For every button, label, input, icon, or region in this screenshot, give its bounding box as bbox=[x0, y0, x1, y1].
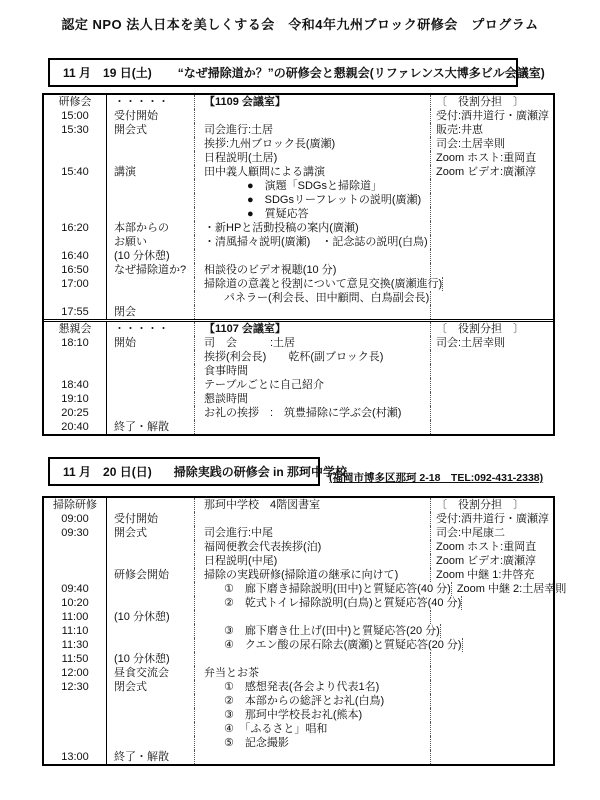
content-cell bbox=[195, 750, 431, 764]
schedule-row bbox=[44, 179, 553, 193]
label-cell: 閉会式 bbox=[107, 680, 195, 694]
label-cell: 開始 bbox=[107, 336, 195, 350]
label-cell bbox=[107, 207, 195, 221]
label-cell bbox=[107, 554, 195, 568]
role-cell bbox=[431, 263, 553, 277]
time-cell: 10:20 bbox=[44, 596, 107, 610]
content-cell: 司会進行:中尾 bbox=[195, 526, 431, 540]
content-cell: ② 本部からの総評とお礼(白鳥) bbox=[195, 694, 431, 708]
role-cell bbox=[462, 596, 584, 610]
content-cell: 日程説明(土居) bbox=[195, 151, 431, 165]
label-cell: 受付開始 bbox=[107, 109, 195, 123]
content-cell: ・清風掃々説明(廣瀬) ・記念誌の説明(白鳥) bbox=[195, 235, 431, 249]
time-cell: 掃除研修 bbox=[44, 498, 107, 512]
content-cell: ② 乾式トイレ掃除説明(白鳥)と質疑応答(40 分) bbox=[195, 596, 462, 610]
schedule-row bbox=[44, 235, 553, 249]
content-cell: 懇談時間 bbox=[195, 392, 431, 406]
time-cell bbox=[44, 568, 107, 582]
schedule-row bbox=[44, 137, 553, 151]
label-cell bbox=[107, 392, 195, 406]
label-cell bbox=[107, 277, 195, 291]
content-cell bbox=[195, 512, 431, 526]
content-cell: 相談役のビデオ視聴(10 分) bbox=[195, 263, 431, 277]
schedule-row bbox=[44, 378, 553, 392]
role-cell bbox=[431, 305, 553, 319]
time-cell bbox=[44, 193, 107, 207]
content-cell: パネラー(利会長、田中顧問、白鳥副会長) bbox=[195, 291, 431, 305]
role-cell bbox=[431, 722, 553, 736]
role-cell bbox=[431, 291, 553, 305]
role-cell bbox=[443, 277, 565, 291]
role-cell bbox=[431, 249, 553, 263]
schedule-row bbox=[44, 364, 553, 378]
role-cell: 司会:土居幸則 bbox=[436, 138, 506, 150]
time-cell bbox=[44, 364, 107, 378]
time-cell: 12:30 bbox=[44, 680, 107, 694]
time-cell bbox=[44, 736, 107, 750]
label-cell: お願い bbox=[107, 235, 195, 249]
role-cell: Zoom ビデオ:廣瀬淳 bbox=[436, 166, 537, 178]
label-cell: 終了・解散 bbox=[107, 420, 195, 434]
schedule-row bbox=[44, 291, 553, 305]
day2-header-box bbox=[48, 457, 348, 486]
content-cell: 田中義人顧問による講演 bbox=[195, 165, 431, 179]
schedule-row bbox=[44, 512, 553, 526]
time-cell: 研修会 bbox=[44, 95, 107, 109]
schedule-row bbox=[44, 165, 553, 179]
role-cell: Zoom 中継 2:土居幸則 bbox=[456, 583, 567, 595]
role-cell: 司会:中尾康二 bbox=[436, 527, 506, 539]
time-cell: 16:50 bbox=[44, 263, 107, 277]
role-cell bbox=[431, 750, 553, 764]
time-cell bbox=[44, 708, 107, 722]
role-cell bbox=[441, 624, 563, 638]
day2-header-row bbox=[48, 457, 600, 486]
content-cell: 福岡便教会代表挨拶(泊) bbox=[195, 540, 431, 554]
content-cell: ● 演題「SDGsと掃除道」 bbox=[195, 179, 431, 193]
label-cell bbox=[107, 638, 195, 652]
label-cell: 昼食交流会 bbox=[107, 666, 195, 680]
schedule-row bbox=[44, 610, 553, 624]
content-cell: テーブルごとに自己紹介 bbox=[195, 378, 431, 392]
role-cell: 受付:酒井道行・廣瀬淳 bbox=[436, 513, 550, 525]
content-cell: ① 感想発表(各会より代表1名) bbox=[195, 680, 431, 694]
content-cell: ⑤ 記念撮影 bbox=[195, 736, 431, 750]
content-cell: ③ 廊下磨き仕上げ(田中)と質疑応答(20 分) bbox=[195, 624, 441, 638]
content-cell: ④ 「ふるさと」唱和 bbox=[195, 722, 431, 736]
schedule-row bbox=[44, 736, 553, 750]
label-cell bbox=[107, 708, 195, 722]
role-cell bbox=[431, 378, 553, 392]
schedule-row bbox=[44, 350, 553, 364]
label-cell bbox=[107, 350, 195, 364]
document-title: 認定 NPO 法人日本を美しくする会 令和4年九州ブロック研修会 プログラム bbox=[61, 17, 539, 32]
label-cell: なぜ掃除道か? bbox=[107, 263, 195, 277]
schedule-row bbox=[44, 582, 567, 596]
time-cell bbox=[44, 137, 107, 151]
role-cell bbox=[431, 193, 553, 207]
schedule-row bbox=[44, 624, 553, 638]
role-cell bbox=[431, 736, 553, 750]
content-cell: ④ クエン酸の尿石除去(廣瀬)と質疑応答(20 分) bbox=[195, 638, 463, 652]
role-cell: 司会:土居幸則 bbox=[436, 337, 506, 349]
schedule-row bbox=[44, 638, 553, 652]
content-cell: ・新HPと活動投稿の案内(廣瀬) bbox=[195, 221, 431, 235]
schedule-row bbox=[44, 305, 553, 319]
schedule-row bbox=[44, 193, 553, 207]
role-cell bbox=[431, 179, 553, 193]
time-cell: 09:40 bbox=[44, 582, 107, 596]
content-cell: 日程説明(中尾) bbox=[195, 554, 431, 568]
content-cell: 挨拶:九州ブロック長(廣瀬) bbox=[195, 137, 431, 151]
time-cell: 15:30 bbox=[44, 123, 107, 137]
day1-event-title: “なぜ掃除道か？”の研修会と懇親会(リファレンス大博多ビル会議室) bbox=[177, 66, 545, 80]
time-cell bbox=[44, 540, 107, 554]
label-cell bbox=[107, 378, 195, 392]
label-cell bbox=[107, 694, 195, 708]
label-cell bbox=[107, 179, 195, 193]
role-cell bbox=[431, 221, 553, 235]
time-cell: 09:30 bbox=[44, 526, 107, 540]
schedule-row bbox=[44, 109, 553, 123]
label-cell bbox=[107, 722, 195, 736]
schedule-row bbox=[44, 207, 553, 221]
schedule-row bbox=[44, 392, 553, 406]
label-cell: (10 分休憩) bbox=[107, 249, 195, 263]
schedule-row bbox=[44, 263, 553, 277]
role-cell bbox=[431, 694, 553, 708]
content-cell bbox=[195, 420, 431, 434]
content-cell: 司 会 :土居 bbox=[195, 336, 431, 350]
label-cell: (10 分休憩) bbox=[107, 652, 195, 666]
role-cell bbox=[431, 207, 553, 221]
time-cell: 20:25 bbox=[44, 406, 107, 420]
role-cell: Zoom ビデオ:廣瀬淳 bbox=[436, 555, 537, 567]
role-cell: 受付:酒井道行・廣瀬淳 bbox=[436, 110, 550, 122]
label-cell bbox=[107, 364, 195, 378]
label-cell bbox=[107, 582, 195, 596]
time-cell: 20:40 bbox=[44, 420, 107, 434]
day2-date: 11 月 20 日(日) bbox=[63, 465, 152, 479]
schedule-row bbox=[44, 151, 553, 165]
role-cell bbox=[431, 364, 553, 378]
label-cell bbox=[107, 406, 195, 420]
time-cell bbox=[44, 207, 107, 221]
schedule-row bbox=[44, 336, 553, 350]
content-cell: 【1107 会議室】 bbox=[195, 322, 431, 336]
label-cell bbox=[107, 596, 195, 610]
schedule-row bbox=[44, 540, 553, 554]
time-cell: 17:55 bbox=[44, 305, 107, 319]
time-cell bbox=[44, 235, 107, 249]
content-cell: ① 廊下磨き掃除説明(田中)と質疑応答(40 分) bbox=[195, 582, 452, 596]
time-cell: 17:00 bbox=[44, 277, 107, 291]
content-cell: 掃除の実践研修(掃除道の継承に向けて) bbox=[195, 568, 431, 582]
content-cell: 司会進行:土居 bbox=[195, 123, 431, 137]
time-cell: 11:10 bbox=[44, 624, 107, 638]
schedule-section bbox=[44, 319, 553, 434]
label-cell: 終了・解散 bbox=[107, 750, 195, 764]
schedule-row bbox=[44, 406, 553, 420]
label-cell: ・・・・・ bbox=[107, 95, 195, 109]
role-cell bbox=[431, 392, 553, 406]
label-cell: 開会式 bbox=[107, 526, 195, 540]
label-cell bbox=[107, 498, 195, 512]
role-cell bbox=[431, 708, 553, 722]
schedule-row bbox=[44, 596, 553, 610]
content-cell bbox=[195, 249, 431, 263]
schedule-row bbox=[44, 708, 553, 722]
day1-schedule-table bbox=[42, 93, 555, 436]
time-cell bbox=[44, 350, 107, 364]
content-cell: ● 質疑応答 bbox=[195, 207, 431, 221]
role-cell bbox=[463, 638, 585, 652]
role-cell: Zoom 中継 1:井啓充 bbox=[436, 569, 535, 581]
label-cell bbox=[107, 291, 195, 305]
time-cell: 懇親会 bbox=[44, 322, 107, 336]
role-cell: Zoom ホスト:重岡直 bbox=[436, 541, 537, 553]
content-cell: 那珂中学校 4階図書室 bbox=[195, 498, 431, 512]
label-cell: ・・・・・ bbox=[107, 322, 195, 336]
role-cell bbox=[431, 420, 553, 434]
role-cell bbox=[431, 666, 553, 680]
content-cell bbox=[195, 305, 431, 319]
schedule-row bbox=[44, 750, 553, 764]
label-cell bbox=[107, 540, 195, 554]
content-cell: 食事時間 bbox=[195, 364, 431, 378]
schedule-row bbox=[44, 498, 553, 512]
schedule-row bbox=[44, 652, 553, 666]
schedule-row bbox=[44, 322, 553, 336]
content-cell: 挨拶(利会長) 乾杯(副ブロック長) bbox=[195, 350, 431, 364]
label-cell: 講演 bbox=[107, 165, 195, 179]
schedule-row bbox=[44, 123, 553, 137]
time-cell: 18:40 bbox=[44, 378, 107, 392]
time-cell: 11:00 bbox=[44, 610, 107, 624]
schedule-row bbox=[44, 722, 553, 736]
content-cell: お礼の挨拶 : 筑豊掃除に学ぶ会(村瀬) bbox=[195, 406, 431, 420]
label-cell bbox=[107, 736, 195, 750]
label-cell bbox=[107, 137, 195, 151]
role-cell: Zoom ホスト:重岡直 bbox=[436, 152, 537, 164]
schedule-section bbox=[44, 498, 567, 764]
time-cell: 11:30 bbox=[44, 638, 107, 652]
time-cell: 15:00 bbox=[44, 109, 107, 123]
label-cell: 受付開始 bbox=[107, 512, 195, 526]
content-cell: 【1109 会議室】 bbox=[195, 95, 431, 109]
time-cell: 16:20 bbox=[44, 221, 107, 235]
schedule-row bbox=[44, 420, 553, 434]
schedule-row bbox=[44, 680, 553, 694]
time-cell: 09:00 bbox=[44, 512, 107, 526]
role-cell bbox=[431, 406, 553, 420]
content-cell bbox=[195, 109, 431, 123]
day1-header-box bbox=[48, 58, 545, 87]
role-cell: 販売:井恵 bbox=[436, 124, 484, 136]
role-cell bbox=[431, 652, 553, 666]
time-cell: 18:10 bbox=[44, 336, 107, 350]
role-cell: 〔 役割分担 〕 bbox=[436, 499, 524, 511]
time-cell: 12:00 bbox=[44, 666, 107, 680]
label-cell: 開会式 bbox=[107, 123, 195, 137]
time-cell bbox=[44, 554, 107, 568]
label-cell bbox=[107, 624, 195, 638]
time-cell bbox=[44, 722, 107, 736]
label-cell: 本部からの bbox=[107, 221, 195, 235]
content-cell: ● SDGsリーフレットの説明(廣瀬) bbox=[195, 193, 431, 207]
role-cell bbox=[431, 680, 553, 694]
schedule-row bbox=[44, 249, 553, 263]
day2-schedule-table bbox=[42, 496, 567, 766]
schedule-row bbox=[44, 277, 553, 291]
day1-date: 11 月 19 日(土) bbox=[63, 66, 152, 80]
label-cell bbox=[107, 151, 195, 165]
content-cell bbox=[195, 652, 431, 666]
schedule-row bbox=[44, 666, 553, 680]
content-cell: 弁当とお茶 bbox=[195, 666, 431, 680]
schedule-row bbox=[44, 95, 553, 109]
time-cell: 13:00 bbox=[44, 750, 107, 764]
label-cell: (10 分休憩) bbox=[107, 610, 195, 624]
content-cell: 掃除道の意義と役割について意見交換(廣瀬進行) bbox=[195, 277, 443, 291]
time-cell bbox=[44, 694, 107, 708]
time-cell: 15:40 bbox=[44, 165, 107, 179]
schedule-row bbox=[44, 568, 553, 582]
content-cell bbox=[195, 610, 431, 624]
role-cell: 〔 役割分担 〕 bbox=[436, 323, 524, 335]
schedule-section bbox=[44, 95, 553, 319]
role-cell bbox=[431, 235, 553, 249]
time-cell: 16:40 bbox=[44, 249, 107, 263]
role-cell bbox=[431, 610, 553, 624]
label-cell bbox=[107, 193, 195, 207]
day2-event-title: 掃除実践の研修会 in 那珂中学校 bbox=[173, 465, 348, 479]
role-cell: 〔 役割分担 〕 bbox=[436, 96, 524, 108]
label-cell: 研修会開始 bbox=[107, 568, 195, 582]
day2-venue-address: (福岡市博多区那珂 2-18 TEL:092-431-2338) bbox=[329, 472, 544, 484]
content-cell: ③ 那珂中学校長お礼(熊本) bbox=[195, 708, 431, 722]
schedule-row bbox=[44, 694, 553, 708]
schedule-row bbox=[44, 221, 553, 235]
schedule-row bbox=[44, 526, 553, 540]
time-cell bbox=[44, 179, 107, 193]
label-cell: 閉会 bbox=[107, 305, 195, 319]
time-cell: 19:10 bbox=[44, 392, 107, 406]
time-cell: 11:50 bbox=[44, 652, 107, 666]
time-cell bbox=[44, 151, 107, 165]
time-cell bbox=[44, 291, 107, 305]
role-cell bbox=[431, 350, 553, 364]
schedule-row bbox=[44, 554, 553, 568]
